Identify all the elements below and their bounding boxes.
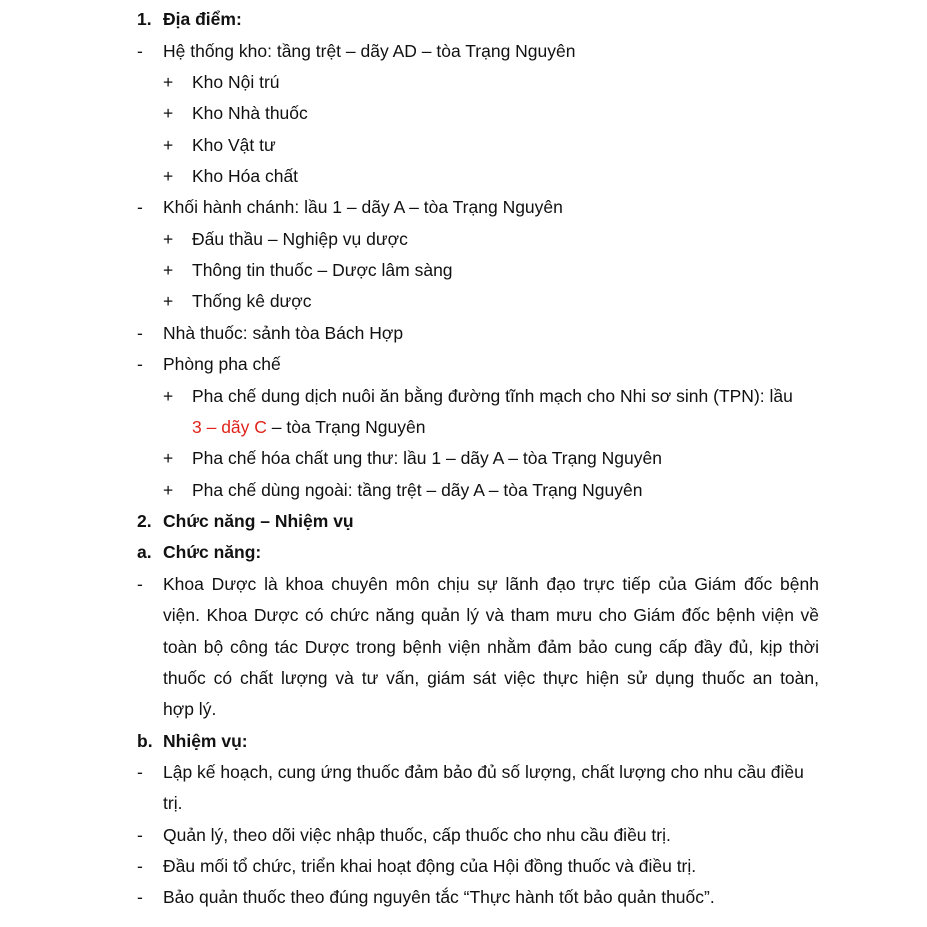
- plus-bullet: +: [163, 291, 174, 311]
- sub-list-item-text: Pha chế hóa chất ung thư: lầu 1 – dãy A – tòa Trạng Nguyên: [192, 448, 662, 468]
- sub-list-item-text: Kho Nhà thuốc: [192, 103, 308, 123]
- dash-bullet: -: [137, 887, 143, 907]
- sub-list-item-text: [192, 416, 425, 438]
- list-item-text: Bảo quản thuốc theo đúng nguyên tắc “Thực hành tốt bảo quản thuốc”.: [163, 887, 715, 907]
- dash-bullet: -: [137, 825, 143, 845]
- list-item-text: Nhà thuốc: sảnh tòa Bách Hợp: [163, 323, 404, 343]
- subsection-title: Chức năng:: [163, 542, 262, 562]
- sub-list-item-text: Thông tin thuốc – Dược lâm sàng: [192, 260, 453, 280]
- sub-list-item-text: Kho Vật tư: [192, 135, 276, 155]
- sub-list-item-text: Kho Nội trú: [192, 72, 280, 92]
- plus-bullet: +: [163, 166, 174, 186]
- list-item-text: Lập kế hoạch, cung ứng thuốc đảm bảo đủ số lượng, chất lượng cho nhu cầu điều: [163, 762, 804, 782]
- dash-bullet: -: [137, 762, 143, 782]
- sub-list-item-text: Pha chế dung dịch nuôi ăn bằng đường tĩnh mạch cho Nhi sơ sinh (TPN): lầu: [192, 386, 793, 406]
- list-item-text: trị.: [163, 793, 183, 813]
- list-item-text: Hệ thống kho: tầng trệt – dãy AD – tòa Trạng Nguyên: [163, 41, 576, 61]
- list-item-text: Phòng pha chế: [163, 354, 281, 374]
- list-item-text: Đầu mối tổ chức, triển khai hoạt động của Hội đồng thuốc và điều trị.: [163, 856, 697, 876]
- plus-bullet: +: [163, 480, 174, 500]
- paragraph-text: Khoa Dược là khoa chuyên môn chịu sự lãnh đạo trực tiếp của Giám đốc bệnh: [163, 574, 819, 594]
- dash-bullet: -: [137, 41, 143, 61]
- section-title: Địa điểm:: [163, 9, 242, 29]
- plus-bullet: +: [163, 448, 174, 468]
- paragraph-text: toàn bộ công tác Dược trong bệnh viện nhằm đảm bảo cung cấp đầy đủ, kịp thời: [163, 637, 819, 657]
- plus-bullet: +: [163, 229, 174, 249]
- dash-bullet: -: [137, 574, 143, 594]
- list-item-text: Khối hành chánh: lầu 1 – dãy A – tòa Trạng Nguyên: [163, 197, 563, 217]
- paragraph-text: thuốc có chất lượng và tư vấn, giám sát việc thực hiện sử dụng thuốc an toàn,: [163, 668, 819, 688]
- continuation-text: – tòa Trạng Nguyên: [266, 417, 426, 437]
- plus-bullet: +: [163, 135, 174, 155]
- dash-bullet: -: [137, 856, 143, 876]
- sub-list-item-text: Pha chế dùng ngoài: tầng trệt – dãy A – tòa Trạng Nguyên: [192, 480, 643, 500]
- plus-bullet: +: [163, 260, 174, 280]
- plus-bullet: +: [163, 103, 174, 123]
- sub-list-item-text: Đấu thầu – Nghiệp vụ dược: [192, 229, 408, 249]
- section-number: 2.: [137, 511, 152, 531]
- plus-bullet: +: [163, 386, 174, 406]
- sub-list-item-text: Kho Hóa chất: [192, 166, 299, 186]
- sub-list-item-text: Thống kê dược: [192, 291, 312, 311]
- section-number: 1.: [137, 9, 152, 29]
- subsection-letter: b.: [137, 731, 153, 751]
- dash-bullet: -: [137, 323, 143, 343]
- highlighted-text: 3 – dãy C: [192, 417, 267, 437]
- paragraph-text: viện. Khoa Dược có chức năng quản lý và tham mưu cho Giám đốc bệnh viện về: [163, 605, 819, 625]
- subsection-title: Nhiệm vụ:: [163, 731, 248, 751]
- plus-bullet: +: [163, 72, 174, 92]
- section-title: Chức năng – Nhiệm vụ: [163, 511, 354, 531]
- subsection-letter: a.: [137, 542, 152, 562]
- paragraph-text: hợp lý.: [163, 699, 217, 719]
- dash-bullet: -: [137, 354, 143, 374]
- list-item-text: Quản lý, theo dõi việc nhập thuốc, cấp thuốc cho nhu cầu điều trị.: [163, 825, 671, 845]
- dash-bullet: -: [137, 197, 143, 217]
